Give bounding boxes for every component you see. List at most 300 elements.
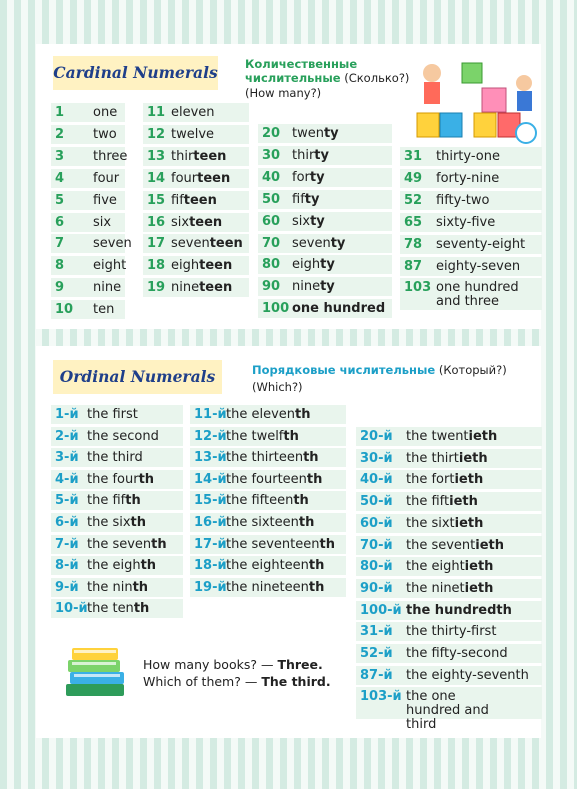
cardinal-1-row bbox=[51, 191, 125, 210]
ordinal-1-number: 3-й bbox=[55, 450, 79, 466]
ordinal-banner: Ordinal Numerals bbox=[53, 360, 222, 394]
cardinal-title-ru-2: числительные bbox=[245, 71, 341, 85]
cardinal-3-word bbox=[292, 234, 345, 253]
cardinal-3-word-suffix: ty bbox=[314, 147, 329, 163]
ordinal-1-row bbox=[51, 599, 183, 618]
ordinal-3-word-suffix: ieth bbox=[464, 559, 494, 575]
cardinal-3-row bbox=[258, 277, 392, 296]
ordinal-2-number: 15-й bbox=[194, 493, 227, 509]
ordinal-3-word-stem: the sevent bbox=[406, 537, 476, 553]
cardinal-3-word-stem: twen bbox=[292, 126, 324, 141]
cardinal-2-word-stem: seven bbox=[171, 236, 210, 252]
ordinal-2-number: 17-й bbox=[194, 536, 227, 552]
cardinal-2-word bbox=[171, 191, 217, 210]
ordinal-2-number: 18-й bbox=[194, 558, 227, 574]
ordinal-2-row bbox=[190, 513, 346, 532]
ordinal-2-number: 11-й bbox=[194, 407, 227, 422]
ordinal-1-row bbox=[51, 405, 183, 424]
ordinal-1-word bbox=[87, 513, 146, 532]
ordinal-1-number: 2-й bbox=[55, 428, 79, 444]
cardinal-3-word bbox=[292, 299, 385, 318]
ordinal-3-number: 40-й bbox=[360, 472, 393, 488]
ordinal-2-word-stem: the eighteen bbox=[226, 558, 309, 574]
ordinal-3-word-stem: the eight bbox=[406, 559, 465, 575]
cardinal-2-row bbox=[143, 169, 249, 188]
cardinal-3-word bbox=[292, 168, 325, 187]
ordinal-2-row bbox=[190, 535, 346, 554]
ordinal-3-row bbox=[356, 470, 542, 489]
ordinal-3-row bbox=[356, 644, 542, 663]
cardinal-1-row bbox=[51, 234, 132, 253]
ordinal-3-row bbox=[356, 514, 542, 533]
cardinal-3-word-suffix: ty bbox=[320, 257, 335, 273]
ordinal-1-word bbox=[87, 470, 154, 489]
cardinal-3-word-stem: one hundred bbox=[292, 301, 386, 317]
cardinal-1-word-stem: one bbox=[93, 105, 118, 120]
ordinal-3-number: 31-й bbox=[360, 624, 393, 640]
ordinal-3-word bbox=[406, 579, 493, 598]
ordinal-1-word-suffix: th bbox=[132, 579, 149, 595]
ordinal-1-word bbox=[87, 427, 159, 446]
cardinal-1-word-stem: eight bbox=[93, 258, 127, 274]
cardinal-2-word bbox=[171, 147, 226, 166]
cardinal-2-row bbox=[143, 213, 249, 232]
example-question-1: How many books? — bbox=[143, 657, 274, 672]
cardinal-2-number: 13 bbox=[147, 148, 166, 164]
cardinal-3-number: 80 bbox=[262, 257, 281, 273]
ordinal-2-word-suffix: th bbox=[293, 493, 309, 509]
ordinal-2-row bbox=[190, 405, 346, 424]
ordinal-2-row bbox=[190, 427, 346, 446]
cardinal-4-row bbox=[400, 257, 542, 276]
ordinal-1-word bbox=[87, 491, 141, 510]
cardinal-3-row bbox=[258, 255, 392, 274]
cardinal-1-number: 8 bbox=[55, 258, 65, 274]
cardinal-3-word-suffix: ty bbox=[309, 169, 325, 185]
cardinal-2-word bbox=[171, 278, 232, 297]
cardinal-1-word-stem: seven bbox=[93, 236, 132, 252]
ordinal-3-word-stem: the fifty-second bbox=[406, 646, 508, 661]
ordinal-2-word-stem: the nineteen bbox=[226, 579, 309, 595]
cardinal-4-number: 78 bbox=[404, 236, 423, 252]
ordinal-2-word-stem: the twelf bbox=[226, 428, 284, 444]
ordinal-3-number: 87-й bbox=[360, 667, 393, 683]
ordinal-1-word-stem: the seven bbox=[87, 536, 152, 552]
cardinal-2-row bbox=[143, 234, 249, 253]
ordinal-3-word-stem: the twent bbox=[406, 429, 469, 444]
cardinal-1-word-stem: four bbox=[93, 170, 120, 186]
cardinal-3-row bbox=[258, 190, 392, 209]
cardinal-3-number: 50 bbox=[262, 191, 281, 207]
cardinal-3-word-stem: fif bbox=[292, 191, 305, 207]
ordinal-3-word bbox=[406, 666, 529, 685]
ordinal-1-word-suffix: th bbox=[138, 471, 155, 487]
cardinal-3-word-suffix: ty bbox=[310, 213, 325, 229]
cardinal-1-number: 9 bbox=[55, 280, 65, 296]
cardinal-4-number: 49 bbox=[404, 170, 423, 186]
ordinal-3-word bbox=[406, 601, 512, 620]
ordinal-2-word-suffix: th bbox=[308, 558, 325, 574]
ordinal-2-word bbox=[226, 427, 299, 446]
cardinal-3-row bbox=[258, 234, 392, 253]
cardinal-2-word-stem: eleven bbox=[171, 105, 215, 120]
cardinal-2-row bbox=[143, 125, 249, 144]
ordinal-1-number: 1-й bbox=[55, 407, 79, 422]
cardinal-2-word-stem: twelve bbox=[171, 126, 215, 142]
cardinal-1-row bbox=[51, 278, 125, 297]
ordinal-1-number: 9-й bbox=[55, 579, 79, 595]
ordinal-3-word-stem: the ninet bbox=[406, 580, 465, 596]
ordinal-1-word-suffix: th bbox=[151, 536, 167, 552]
cardinal-3-word-suffix: ty bbox=[320, 279, 335, 295]
cardinal-1-word bbox=[93, 234, 132, 253]
cardinal-2-row bbox=[143, 256, 249, 275]
cardinal-4-word-stem: seventy-eight bbox=[436, 236, 526, 252]
ordinal-3-word-stem: the fift bbox=[406, 494, 450, 510]
cardinal-2-number: 19 bbox=[147, 280, 166, 296]
ordinal-3-word-stem: the eighty-seventh bbox=[406, 667, 529, 683]
cardinal-3-number: 90 bbox=[262, 279, 281, 295]
cardinal-4-word bbox=[436, 169, 499, 188]
ordinal-3-row bbox=[356, 557, 542, 576]
cardinal-2-word bbox=[171, 234, 243, 253]
ordinal-3-word bbox=[406, 690, 506, 732]
ordinal-1-row bbox=[51, 556, 183, 575]
ordinal-3-word-suffix: ieth bbox=[449, 494, 478, 510]
cardinal-2-number: 17 bbox=[147, 236, 166, 252]
ordinal-3-word bbox=[406, 557, 493, 576]
ordinal-3-word-stem: the thirt bbox=[406, 450, 459, 466]
ordinal-1-word-suffix: th bbox=[125, 493, 141, 509]
ordinal-1-word-stem: the fif bbox=[87, 493, 126, 509]
ordinal-3-number: 103-й bbox=[360, 689, 402, 705]
cardinal-2-number: 16 bbox=[147, 214, 166, 230]
ordinal-3-word-stem: the sixt bbox=[406, 515, 455, 531]
cardinal-4-number: 103 bbox=[404, 280, 432, 296]
cardinal-2-word-stem: six bbox=[171, 214, 190, 230]
ordinal-title-ru: Порядковые числительные bbox=[252, 363, 436, 377]
cardinal-question-en: (How many?) bbox=[245, 86, 322, 100]
ordinal-question-en: (Which?) bbox=[252, 380, 303, 394]
cardinal-4-row bbox=[400, 235, 542, 254]
cardinal-4-word-stem: sixty-five bbox=[436, 214, 496, 230]
cardinal-4-word bbox=[436, 191, 489, 210]
ordinal-3-row bbox=[356, 622, 542, 641]
ordinal-2-number: 13-й bbox=[194, 450, 227, 466]
ordinal-1-word bbox=[87, 599, 149, 618]
ordinal-2-row bbox=[190, 491, 346, 510]
ordinal-3-row bbox=[356, 536, 542, 555]
cardinal-3-row bbox=[258, 124, 392, 143]
ordinal-3-word bbox=[406, 622, 496, 641]
cardinal-3-word-stem: nine bbox=[292, 279, 321, 295]
ordinal-2-number: 12-й bbox=[194, 428, 227, 444]
cardinal-2-number: 18 bbox=[147, 258, 166, 274]
ordinal-1-word bbox=[87, 405, 138, 424]
ordinal-1-row bbox=[51, 535, 183, 554]
cardinal-3-number: 70 bbox=[262, 235, 281, 251]
ordinal-1-number: 4-й bbox=[55, 471, 79, 487]
ordinal-1-word bbox=[87, 556, 156, 575]
ordinal-1-row bbox=[51, 578, 183, 597]
ordinal-title bbox=[252, 363, 507, 377]
cardinal-3-word bbox=[292, 212, 325, 231]
ordinal-3-number: 80-й bbox=[360, 559, 393, 575]
ordinal-1-row bbox=[51, 513, 183, 532]
ordinal-1-word-stem: the six bbox=[87, 515, 131, 530]
cardinal-1-number: 6 bbox=[55, 214, 65, 230]
cardinal-2-word bbox=[171, 125, 214, 144]
cardinal-3-word-stem: eigh bbox=[292, 257, 321, 273]
ordinal-3-number: 52-й bbox=[360, 646, 393, 661]
ordinal-2-word-stem: the seventeen bbox=[226, 536, 320, 552]
cardinal-1-word-stem: nine bbox=[93, 280, 122, 296]
ordinal-3-number: 90-й bbox=[360, 580, 393, 596]
cardinal-1-word bbox=[93, 300, 114, 319]
cardinal-4-word-stem: thirty-one bbox=[436, 149, 500, 164]
cardinal-4-word bbox=[436, 281, 536, 309]
ordinal-2-word-stem: the fourteen bbox=[226, 471, 307, 487]
ordinal-question-ru: (Который?) bbox=[438, 363, 507, 377]
cardinal-4-row bbox=[400, 213, 542, 232]
ordinal-2-word-suffix: th bbox=[283, 428, 299, 444]
ordinal-3-row bbox=[356, 449, 542, 468]
cardinal-2-word bbox=[171, 256, 232, 275]
ordinal-3-word bbox=[406, 492, 478, 511]
ordinal-3-word bbox=[406, 514, 483, 533]
cardinal-3-word-suffix: ty bbox=[330, 235, 346, 251]
cardinal-4-word bbox=[436, 235, 525, 254]
cardinal-2-word-stem: thir bbox=[171, 148, 194, 164]
ordinal-3-word-stem: the fort bbox=[406, 472, 455, 488]
cardinal-3-number: 30 bbox=[262, 147, 281, 163]
cardinal-1-word bbox=[93, 125, 117, 144]
ordinal-1-word-stem: the nin bbox=[87, 579, 133, 595]
cardinal-1-number: 5 bbox=[55, 192, 65, 208]
cardinal-3-row bbox=[258, 299, 392, 318]
cardinal-4-word bbox=[436, 213, 495, 232]
cardinal-1-word bbox=[93, 191, 117, 210]
cardinal-4-word-stem: one hundred and three bbox=[436, 280, 519, 310]
cardinal-2-word bbox=[171, 169, 230, 188]
cardinal-2-word bbox=[171, 103, 215, 122]
cardinal-1-number: 3 bbox=[55, 148, 65, 164]
cardinal-4-number: 87 bbox=[404, 258, 423, 274]
ordinal-3-row bbox=[356, 492, 542, 511]
ordinal-1-word-suffix: th bbox=[133, 601, 150, 617]
cardinal-2-row bbox=[143, 103, 249, 122]
ordinal-2-word-stem: the thirteen bbox=[226, 450, 304, 466]
cardinal-title-ru-1: Количественные bbox=[245, 57, 358, 71]
ordinal-2-word-stem: the sixteen bbox=[226, 515, 299, 530]
cardinal-1-word bbox=[93, 256, 126, 275]
cardinal-2-number: 15 bbox=[147, 192, 166, 208]
ordinal-3-row bbox=[356, 687, 542, 733]
cardinal-4-number: 65 bbox=[404, 214, 423, 230]
ordinal-2-word bbox=[226, 448, 319, 467]
cardinal-3-word-stem: seven bbox=[292, 235, 331, 251]
cardinal-3-word-stem: for bbox=[292, 169, 310, 185]
cardinal-2-word-suffix: teen bbox=[209, 236, 243, 252]
ordinal-3-word bbox=[406, 644, 508, 663]
ordinal-1-word-suffix: th bbox=[130, 515, 147, 530]
cardinal-1-word bbox=[93, 278, 121, 297]
cardinal-4-number: 31 bbox=[404, 149, 423, 164]
cardinal-3-word-stem: thir bbox=[292, 147, 315, 163]
ordinal-3-word bbox=[406, 536, 504, 555]
cardinal-title bbox=[245, 57, 409, 85]
ordinal-3-number: 60-й bbox=[360, 515, 393, 531]
ordinal-2-word bbox=[226, 491, 309, 510]
ordinal-2-number: 19-й bbox=[194, 579, 227, 595]
ordinal-3-word-suffix: ieth bbox=[475, 537, 505, 553]
ordinal-2-row bbox=[190, 556, 346, 575]
cardinal-3-word bbox=[292, 124, 339, 143]
cardinal-1-word-stem: three bbox=[93, 148, 128, 164]
cardinal-2-word-suffix: teen bbox=[197, 170, 231, 186]
ordinal-1-word-stem: the eigh bbox=[87, 558, 141, 574]
ordinal-3-word bbox=[406, 427, 497, 446]
ordinal-2-word-stem: the fifteen bbox=[226, 493, 294, 509]
ordinal-3-number: 20-й bbox=[360, 429, 393, 444]
cardinal-1-row bbox=[51, 103, 125, 122]
ordinal-3-word-suffix: ieth bbox=[454, 515, 484, 531]
cardinal-3-word bbox=[292, 146, 329, 165]
ordinal-2-word-suffix: th bbox=[306, 471, 323, 487]
cardinal-2-word-suffix: teen bbox=[193, 148, 227, 164]
ordinal-3-word-suffix: ieth bbox=[454, 472, 484, 488]
cardinal-1-word bbox=[93, 169, 119, 188]
cardinal-4-row bbox=[400, 147, 542, 166]
cardinal-3-word-suffix: ty bbox=[304, 191, 320, 207]
example-answer-1: Three. bbox=[277, 657, 323, 672]
cardinal-3-number: 20 bbox=[262, 126, 281, 141]
cardinal-2-number: 11 bbox=[147, 105, 166, 120]
ordinal-2-word-suffix: th bbox=[303, 450, 319, 466]
ordinal-1-number: 7-й bbox=[55, 536, 79, 552]
cardinal-2-word-stem: fif bbox=[171, 192, 184, 208]
ordinal-2-number: 14-й bbox=[194, 471, 227, 487]
ordinal-3-word-suffix: ieth bbox=[468, 429, 498, 444]
cardinal-1-number: 2 bbox=[55, 126, 65, 142]
ordinal-1-number: 5-й bbox=[55, 493, 79, 509]
ordinal-2-row bbox=[190, 578, 346, 597]
ordinal-2-word bbox=[226, 556, 324, 575]
example-answer-2: The third. bbox=[261, 674, 331, 689]
cardinal-4-number: 52 bbox=[404, 192, 423, 208]
ordinal-2-word-stem: the eleven bbox=[226, 407, 296, 422]
ordinal-3-number: 50-й bbox=[360, 494, 393, 510]
cardinal-3-row bbox=[258, 146, 392, 165]
ordinal-3-word-stem: the hundredth bbox=[406, 602, 512, 618]
ordinal-2-row bbox=[190, 448, 346, 467]
cardinal-1-row bbox=[51, 256, 125, 275]
cardinal-1-word-stem: five bbox=[93, 192, 117, 208]
cardinal-4-word-stem: eighty-seven bbox=[436, 258, 521, 274]
cardinal-3-number: 100 bbox=[262, 301, 290, 317]
cardinal-1-word bbox=[93, 213, 111, 232]
cardinal-2-word-suffix: teen bbox=[183, 192, 217, 208]
cardinal-1-number: 10 bbox=[55, 302, 74, 318]
cardinal-4-word bbox=[436, 147, 500, 166]
ordinal-1-number: 6-й bbox=[55, 515, 79, 530]
ordinal-3-row bbox=[356, 579, 542, 598]
cardinal-2-word-stem: nine bbox=[171, 280, 200, 296]
ordinal-3-word bbox=[406, 470, 483, 489]
cardinal-3-row bbox=[258, 212, 392, 231]
cardinal-1-row bbox=[51, 300, 125, 319]
ordinal-1-word-suffix: th bbox=[140, 558, 157, 574]
ordinal-3-word-suffix: ieth bbox=[458, 450, 488, 466]
ordinal-1-word-stem: the third bbox=[87, 450, 143, 466]
ordinal-1-row bbox=[51, 470, 183, 489]
stack-of-books-illustration bbox=[62, 640, 130, 702]
cardinal-3-word bbox=[292, 277, 335, 296]
cardinal-2-number: 12 bbox=[147, 126, 166, 142]
ordinal-3-row bbox=[356, 666, 542, 685]
cardinal-2-word-stem: four bbox=[171, 170, 198, 186]
cardinal-3-word bbox=[292, 255, 335, 274]
ordinal-2-number: 16-й bbox=[194, 515, 227, 530]
cardinal-1-number: 4 bbox=[55, 170, 65, 186]
ordinal-3-row bbox=[356, 427, 542, 446]
cardinal-4-row bbox=[400, 278, 542, 310]
ordinal-3-word bbox=[406, 449, 488, 468]
cardinal-question-ru: (Сколько?) bbox=[344, 71, 410, 85]
cardinal-4-word-stem: fifty-two bbox=[436, 192, 490, 208]
ordinal-3-number: 70-й bbox=[360, 537, 393, 553]
ordinal-1-number: 10-й bbox=[55, 601, 88, 617]
cardinal-3-word bbox=[292, 190, 319, 209]
cardinal-2-row bbox=[143, 147, 249, 166]
ordinal-3-word-stem: the thirty-first bbox=[406, 624, 497, 640]
ordinal-1-word-stem: the second bbox=[87, 428, 159, 444]
cardinal-4-row bbox=[400, 191, 542, 210]
ordinal-3-number: 30-й bbox=[360, 450, 393, 466]
cardinal-1-word-stem: six bbox=[93, 214, 112, 230]
cardinal-3-word-stem: six bbox=[292, 213, 311, 229]
cardinal-2-word-suffix: teen bbox=[199, 258, 233, 274]
ordinal-2-word bbox=[226, 578, 324, 597]
cardinal-1-word-stem: two bbox=[93, 126, 117, 142]
cardinal-2-row bbox=[143, 191, 249, 210]
ordinal-3-word-stem: the one hundred and third bbox=[406, 689, 489, 733]
cardinal-3-row bbox=[258, 168, 392, 187]
cardinal-2-number: 14 bbox=[147, 170, 166, 186]
cardinal-2-word-suffix: teen bbox=[189, 214, 223, 230]
example-question-2: Which of them? — bbox=[143, 674, 258, 689]
cardinal-1-number: 1 bbox=[55, 105, 65, 120]
ordinal-1-row bbox=[51, 427, 183, 446]
cardinal-3-number: 60 bbox=[262, 213, 281, 229]
cardinal-1-row bbox=[51, 147, 128, 166]
cardinal-2-row bbox=[143, 278, 249, 297]
ordinal-1-number: 8-й bbox=[55, 558, 79, 574]
cardinal-4-row bbox=[400, 169, 542, 188]
ordinal-2-word bbox=[226, 535, 335, 554]
cardinal-2-word-suffix: teen bbox=[199, 280, 233, 296]
cardinal-1-word bbox=[93, 147, 127, 166]
cardinal-1-row bbox=[51, 213, 125, 232]
ordinal-1-word bbox=[87, 578, 148, 597]
cardinal-2-word-stem: eigh bbox=[171, 258, 200, 274]
ordinal-1-word-stem: the first bbox=[87, 407, 138, 422]
ordinal-2-word bbox=[226, 405, 311, 424]
ordinal-1-word bbox=[87, 448, 143, 467]
ordinal-1-row bbox=[51, 448, 183, 467]
cardinal-1-word-stem: ten bbox=[93, 302, 115, 318]
ordinal-2-word bbox=[226, 470, 322, 489]
